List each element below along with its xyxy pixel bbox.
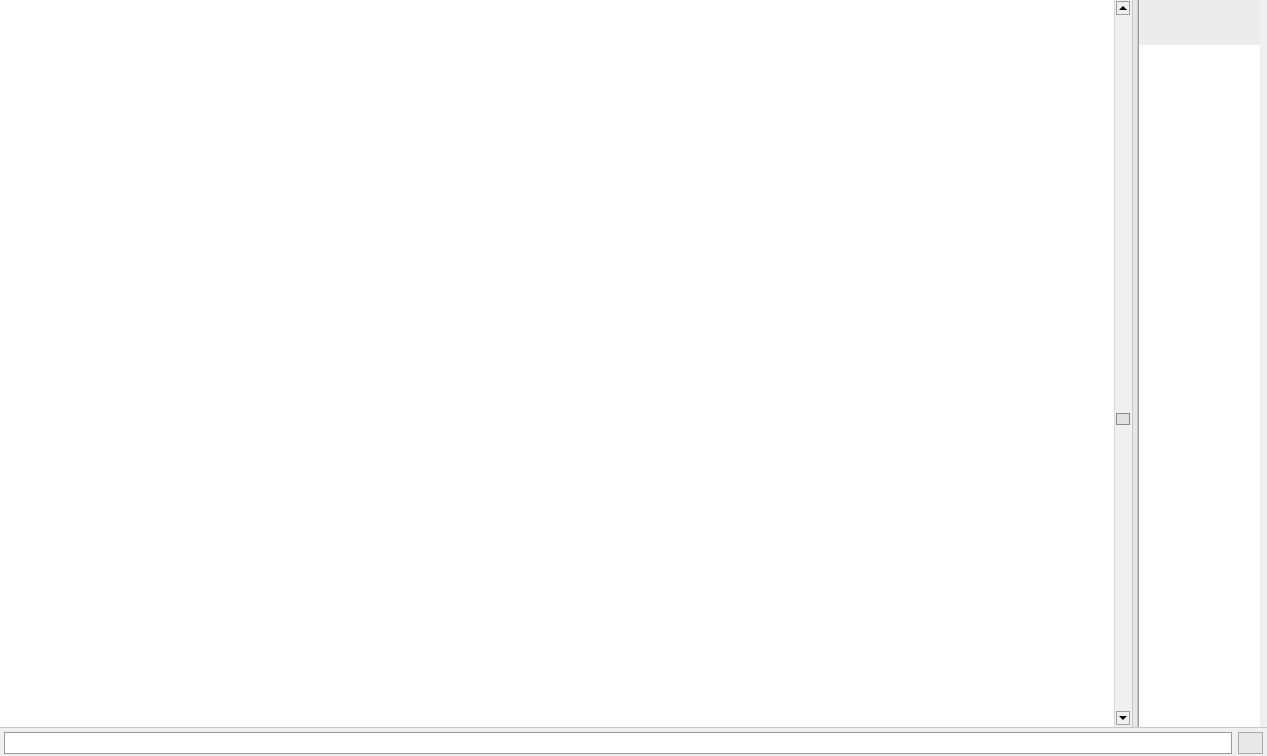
chat-scrollbar[interactable] bbox=[1114, 0, 1132, 727]
arrow-up-icon bbox=[1117, 2, 1129, 14]
guests-header bbox=[1139, 28, 1261, 45]
scroll-thumb[interactable] bbox=[1116, 413, 1130, 425]
moderators-header bbox=[1139, 0, 1261, 11]
userlist-scrollbar[interactable] bbox=[1260, 0, 1267, 727]
scroll-up-button[interactable] bbox=[1116, 1, 1130, 15]
arrow-down-icon bbox=[1117, 712, 1129, 724]
user-list bbox=[1138, 0, 1261, 727]
send-button[interactable] bbox=[1238, 732, 1263, 754]
scroll-down-button[interactable] bbox=[1116, 711, 1130, 725]
participants-header bbox=[1139, 11, 1261, 28]
message-input[interactable] bbox=[4, 732, 1232, 754]
